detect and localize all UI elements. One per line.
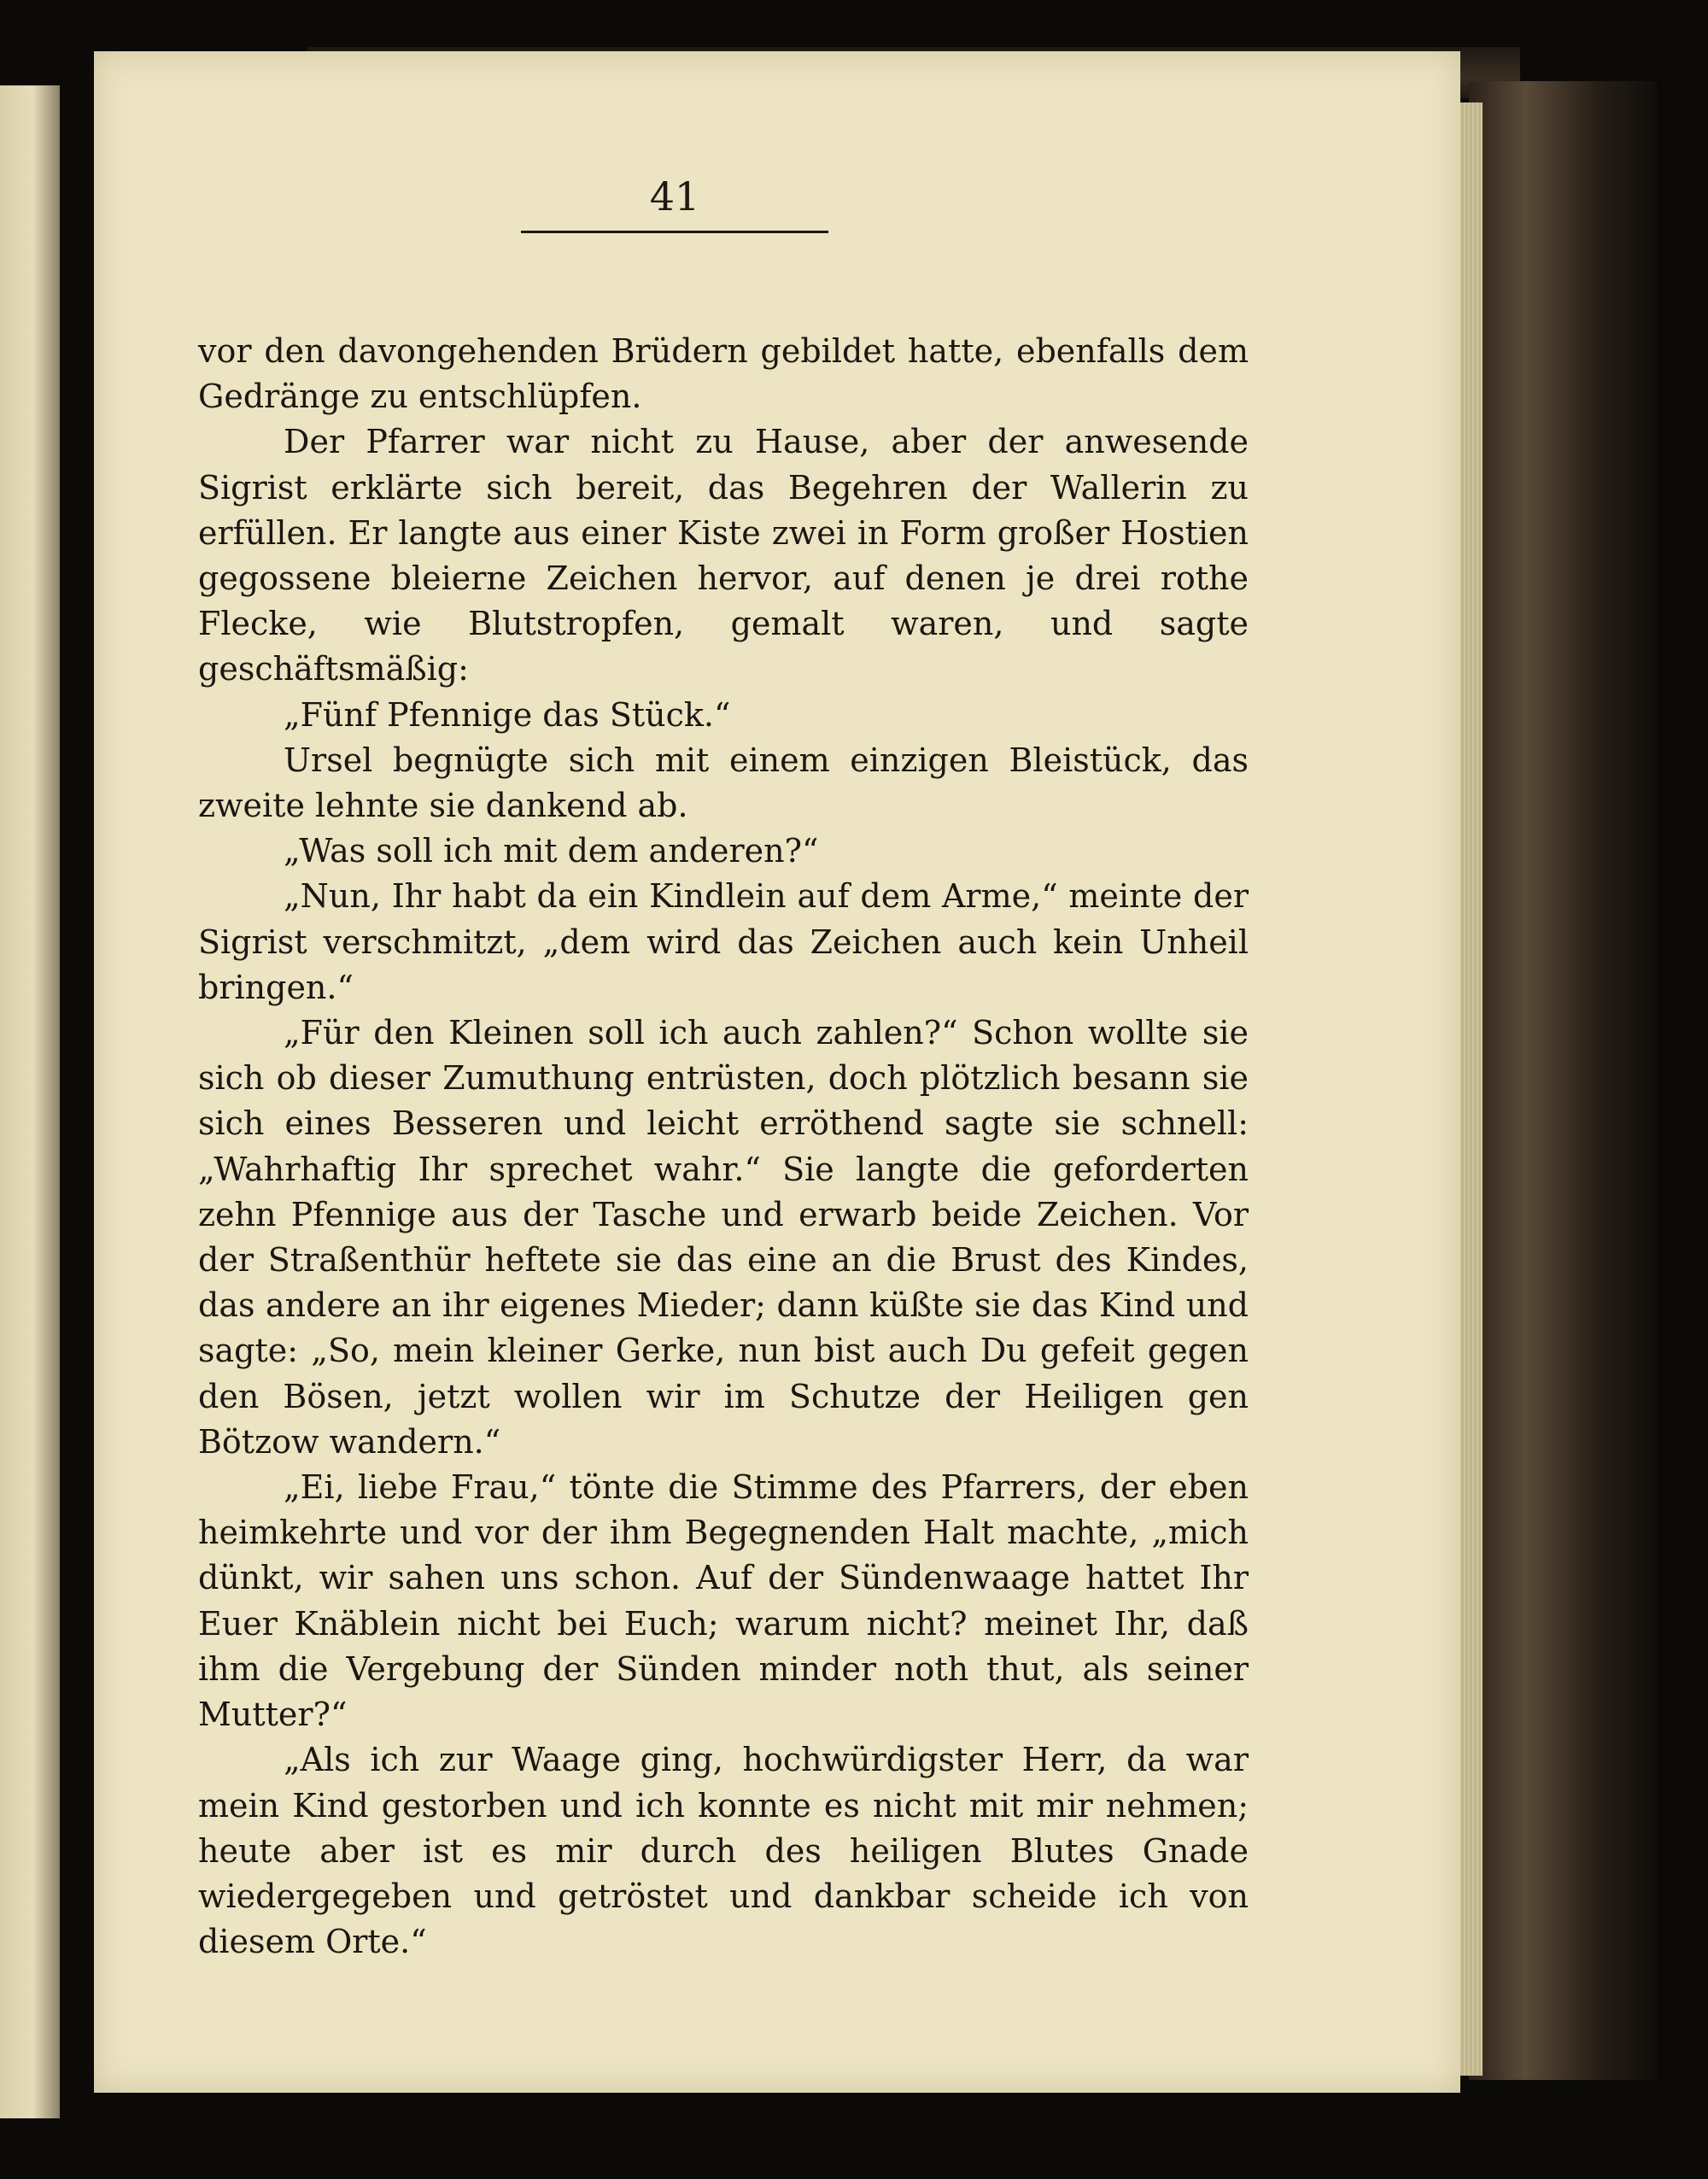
paragraph: „Für den Kleinen soll ich auch zahlen?“ Schon wollte sie sich ob dieser Zumuthung entrüsten, doch plötzlich besann sie sich eines Besseren und leicht erröthend sagte sie schnell: „Wahrhaftig Ihr sprechet wahr.“ Sie langte die geforderten zehn Pfennige aus der Tasche und erwarb beide Zeichen. Vor der Straßenthür heftete sie das eine an die Brust des Kindes, das andere an ihr eigenes Mieder; dann küßte sie das Kind und sagte: „So, mein kleiner Gerke, nun bist auch Du gefeit gegen den Bösen, jetzt wollen wir im Schutze der Heiligen gen Bötzow wandern.“ [198, 1014, 1249, 1461]
body-text [198, 329, 1249, 1965]
paragraph: „Was soll ich mit dem anderen?“ [284, 832, 819, 870]
paragraph: Ursel begnügte sich mit einem einzigen Bleistück, das zweite lehnte sie dankend ab. [198, 741, 1249, 825]
left-page-edge [0, 85, 60, 2118]
paragraph: Der Pfarrer war nicht zu Hause, aber der anwesende Sigrist erklärte sich bereit, das Begehren der Wallerin zu erfüllen. Er langte aus einer Kiste zwei in Form großer Hostien gegossene bleierne Zeichen hervor, auf denen je drei rothe Flecke, wie Blutstropfen, gemalt waren, und sagte geschäftsmäßig: [198, 423, 1249, 688]
page-number: 41 [649, 173, 700, 220]
paragraph: „Ei, liebe Frau,“ tönte die Stimme des Pfarrers, der eben heimkehrte und vor der ihm Begegnenden Halt machte, „mich dünkt, wir sahen uns schon. Auf der Sündenwaage hattet Ihr Euer Knäblein nicht bei Euch; warum nicht? meinet Ihr, daß ihm die Vergebung der Sünden minder noth thut, als seiner Mutter?“ [198, 1468, 1249, 1734]
page-header [521, 171, 828, 233]
paragraph: „Fünf Pfennige das Stück.“ [284, 695, 731, 734]
book-cover-spine [1469, 81, 1657, 2080]
paragraph: vor den davongehenden Brüdern gebildet hatte, ebenfalls dem Gedränge zu entschlüpfen. [198, 332, 1249, 416]
paragraph: „Als ich zur Waage ging, hochwürdigster Herr, da war mein Kind gestorben und ich konnte es nicht mit mir nehmen; heute aber ist es mir durch des heiligen Blutes Gnade wiedergegeben und getröstet und dankbar scheide ich von diesem Orte.“ [198, 1741, 1249, 1961]
paragraph: „Nun, Ihr habt da ein Kindlein auf dem Arme,“ meinte der Sigrist verschmitzt, „dem wird das Zeichen auch kein Unheil bringen.“ [198, 877, 1249, 1006]
header-rule [521, 231, 828, 233]
